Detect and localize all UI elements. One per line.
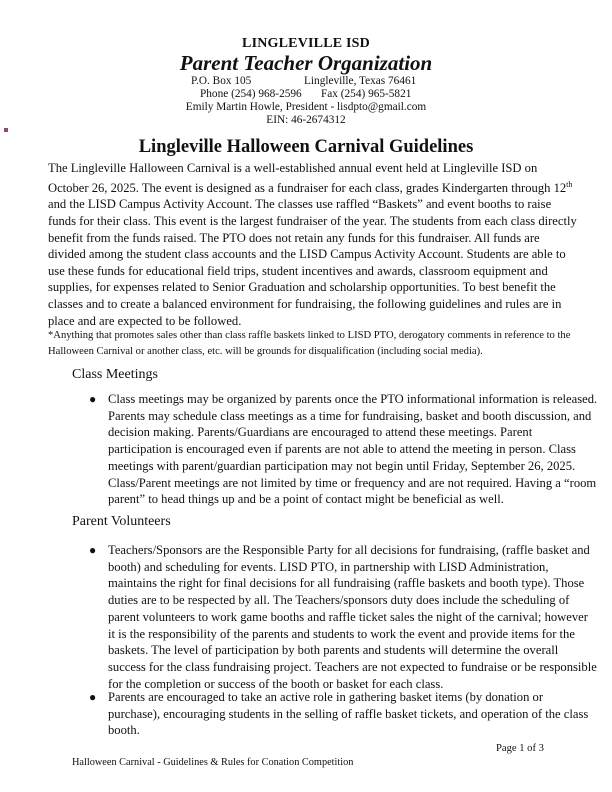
- list-item-text: Class meetings may be organized by parents once the PTO informational information is released. Parents may schedule class meetings as a time for fundraising, basket and booth discussion, and decision making. Parents/Guardians are encouraged to attend these meetings. Parent participation is encouraged even if parents are not able to attend the meeting in person. Class meetings with parent/guardian participation may not begin until Friday, September 26, 2025. Class/Parent meetings are not limited by time or frequency and are not required. Having a “room parent” to head things up and be a point of contact might be beneficial as well.: [108, 392, 598, 507]
- fax-number: Fax (254) 965-5821: [321, 88, 412, 100]
- bullet-icon: ●: [89, 543, 97, 557]
- list-item: [89, 391, 598, 508]
- intro-text-1: The Lingleville Halloween Carnival is a well-established annual event held at Lingleville ISD on October 26, 2025. The event is designed as a fundraiser for each class, grades Kindergarten through 12: [48, 161, 567, 195]
- page-number: Page 1 of 3: [496, 743, 544, 754]
- bullet-icon: ●: [89, 392, 97, 406]
- superscript-th: th: [566, 179, 573, 189]
- pto-title: Parent Teacher Organization: [179, 51, 433, 75]
- section-heading-parent-volunteers: Parent Volunteers: [72, 514, 171, 529]
- margin-marker: [4, 128, 8, 132]
- intro-text-2: and the LISD Campus Activity Account. The classes use raffled “Baskets” and event booths to raise funds for their class. This event is the largest fundraiser of the year. The students from each class directly benefit from the funds raised. The PTO does not retain any funds for this fundraiser. All funds are divided among the student class accounts and the LISD Campus Activity Account. Students are able to use these funds for educational field trips, student incentives and awards, classroom equipment and supplies, for expenses related to Senior Graduation and scholarship opportunities. To best benefit the classes and to create a balanced environment for fundraising, the following guidelines and rules are in place and are expected to be followed.: [48, 197, 577, 328]
- list-item: [89, 542, 598, 692]
- bullet-icon: ●: [89, 690, 97, 704]
- city-state-zip: Lingleville, Texas 76461: [304, 75, 417, 87]
- footer-text: Halloween Carnival - Guidelines & Rules for Conation Competition: [72, 757, 354, 768]
- disqualification-notice: *Anything that promotes sales other than class raffle baskets linked to LISD PTO, derogatory comments in reference to the Halloween Carnival or another class, etc. will be grounds for disqualification (including social media).: [48, 330, 571, 357]
- list-item-text: Parents are encouraged to take an active role in gathering basket items (by donation or purchase), encouraging students in the selling of raffle basket tickets, and operation of the class booth.: [108, 690, 589, 738]
- president-line: Emily Martin Howle, President - lisdpto@gmail.com: [185, 101, 427, 113]
- org-name: LINGLEVILLE ISD: [242, 36, 370, 51]
- phone-number: Phone (254) 968-2596: [200, 88, 302, 100]
- document-title: Lingleville Halloween Carnival Guidelines: [138, 137, 474, 157]
- list-item: [89, 689, 598, 739]
- intro-paragraph: [48, 160, 580, 329]
- section-heading-class-meetings: Class Meetings: [72, 367, 158, 382]
- ein-line: EIN: 46-2674312: [266, 114, 346, 126]
- po-box: P.O. Box 105: [191, 75, 252, 87]
- list-item-text: Teachers/Sponsors are the Responsible Party for all decisions for fundraising, (raffle basket and booth) and scheduling for events. LISD PTO, in partnership with LISD Administration, maintains the right for final decisions for all fundraising (raffle baskets and booth type). Those duties are to be respected by all. The Teachers/sponsors duty does include the scheduling of parent volunteers to work game booths and raffle ticket sales the night of the carnival; however it is the responsibility of the parents and students to work the event and provide items for the baskets. The level of participation by both parents and students will determine the overall success for the class fundraising project. Teachers are not expected to fundraise or be responsible for the completion or success of the booth or basket for each class.: [108, 543, 597, 691]
